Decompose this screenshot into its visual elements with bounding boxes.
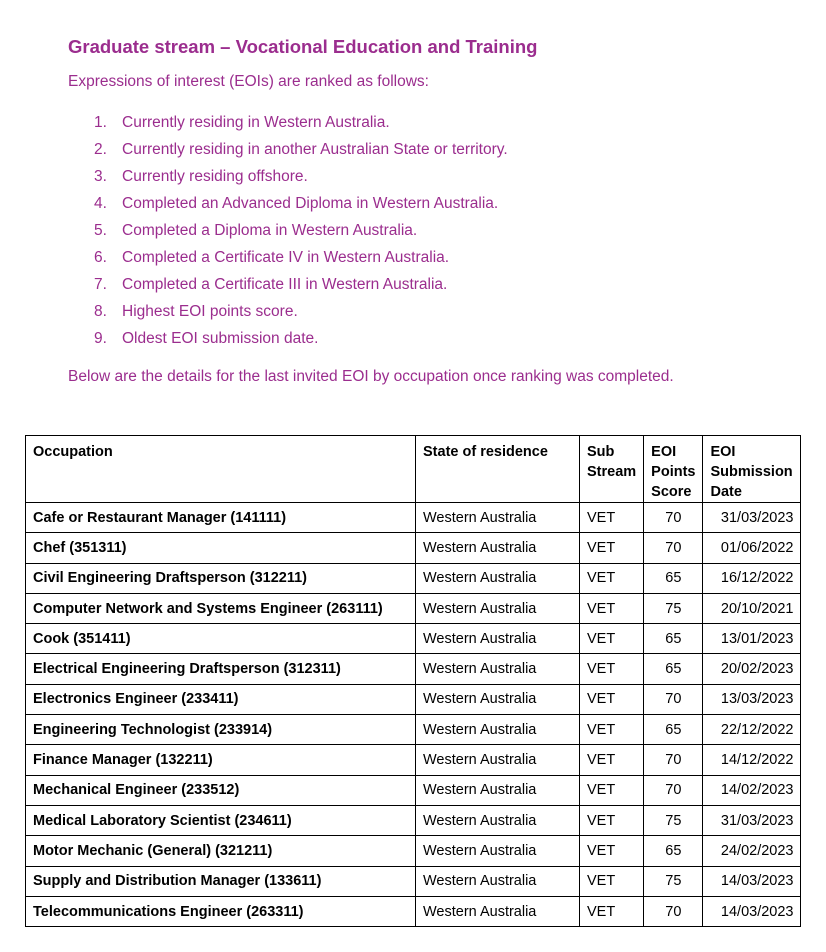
cell-date: 01/06/2022 bbox=[703, 533, 801, 563]
header-points: EOI Points Score bbox=[644, 436, 703, 503]
cell-occupation: Telecommunications Engineer (263311) bbox=[26, 896, 416, 926]
cell-date: 22/12/2022 bbox=[703, 715, 801, 745]
list-item-text: Completed a Certificate IV in Western Australia. bbox=[122, 249, 450, 266]
list-item-number: 6. bbox=[94, 249, 107, 266]
list-item-number: 4. bbox=[94, 195, 107, 212]
cell-occupation: Motor Mechanic (General) (321211) bbox=[26, 836, 416, 866]
intro-text: Expressions of interest (EOIs) are ranked as follows: bbox=[68, 73, 429, 90]
table-row bbox=[26, 593, 801, 623]
cell-points: 75 bbox=[644, 866, 703, 896]
list-item bbox=[94, 330, 508, 357]
cell-occupation: Finance Manager (132211) bbox=[26, 745, 416, 775]
cell-date: 13/01/2023 bbox=[703, 624, 801, 654]
below-text: Below are the details for the last invited EOI by occupation once ranking was completed. bbox=[68, 368, 674, 385]
cell-points: 70 bbox=[644, 533, 703, 563]
cell-date: 14/03/2023 bbox=[703, 896, 801, 926]
table-row bbox=[26, 533, 801, 563]
cell-sub-stream: VET bbox=[580, 745, 644, 775]
list-item bbox=[94, 249, 508, 276]
cell-occupation: Cook (351411) bbox=[26, 624, 416, 654]
cell-date: 13/03/2023 bbox=[703, 684, 801, 714]
cell-date: 20/02/2023 bbox=[703, 654, 801, 684]
table-row bbox=[26, 503, 801, 533]
list-item-text: Currently residing offshore. bbox=[122, 168, 308, 185]
cell-sub-stream: VET bbox=[580, 775, 644, 805]
cell-state: Western Australia bbox=[416, 624, 580, 654]
list-item-text: Highest EOI points score. bbox=[122, 303, 298, 320]
cell-state: Western Australia bbox=[416, 593, 580, 623]
list-item-number: 2. bbox=[94, 141, 107, 158]
list-item-number: 1. bbox=[94, 114, 107, 131]
cell-points: 75 bbox=[644, 593, 703, 623]
table-row bbox=[26, 684, 801, 714]
cell-sub-stream: VET bbox=[580, 805, 644, 835]
list-item bbox=[94, 276, 508, 303]
list-item-text: Completed a Diploma in Western Australia. bbox=[122, 222, 418, 239]
cell-state: Western Australia bbox=[416, 896, 580, 926]
ranking-criteria-list bbox=[94, 114, 508, 357]
list-item-number: 9. bbox=[94, 330, 107, 347]
header-occupation: Occupation bbox=[26, 436, 416, 503]
cell-date: 14/02/2023 bbox=[703, 775, 801, 805]
cell-occupation: Supply and Distribution Manager (133611) bbox=[26, 866, 416, 896]
table-row bbox=[26, 836, 801, 866]
cell-points: 70 bbox=[644, 775, 703, 805]
list-item bbox=[94, 114, 508, 141]
list-item bbox=[94, 168, 508, 195]
list-item-number: 7. bbox=[94, 276, 107, 293]
cell-date: 14/03/2023 bbox=[703, 866, 801, 896]
cell-state: Western Australia bbox=[416, 866, 580, 896]
table-row bbox=[26, 775, 801, 805]
table-header-row bbox=[26, 436, 801, 503]
cell-occupation: Medical Laboratory Scientist (234611) bbox=[26, 805, 416, 835]
list-item-number: 5. bbox=[94, 222, 107, 239]
list-item-text: Completed an Advanced Diploma in Western Australia. bbox=[122, 195, 499, 212]
list-item bbox=[94, 195, 508, 222]
page-heading: Graduate stream – Vocational Education and Training bbox=[68, 36, 538, 57]
cell-sub-stream: VET bbox=[580, 684, 644, 714]
cell-date: 16/12/2022 bbox=[703, 563, 801, 593]
list-item-text: Completed a Certificate III in Western Australia. bbox=[122, 276, 448, 293]
cell-date: 31/03/2023 bbox=[703, 805, 801, 835]
cell-state: Western Australia bbox=[416, 503, 580, 533]
cell-sub-stream: VET bbox=[580, 503, 644, 533]
cell-date: 20/10/2021 bbox=[703, 593, 801, 623]
header-state: State of residence bbox=[416, 436, 580, 503]
cell-occupation: Computer Network and Systems Engineer (263111) bbox=[26, 593, 416, 623]
cell-sub-stream: VET bbox=[580, 654, 644, 684]
cell-sub-stream: VET bbox=[580, 896, 644, 926]
cell-state: Western Australia bbox=[416, 745, 580, 775]
cell-date: 14/12/2022 bbox=[703, 745, 801, 775]
cell-sub-stream: VET bbox=[580, 593, 644, 623]
cell-sub-stream: VET bbox=[580, 533, 644, 563]
list-item-text: Currently residing in Western Australia. bbox=[122, 114, 390, 131]
cell-occupation: Chef (351311) bbox=[26, 533, 416, 563]
cell-occupation: Electrical Engineering Draftsperson (312311) bbox=[26, 654, 416, 684]
cell-points: 75 bbox=[644, 805, 703, 835]
cell-state: Western Australia bbox=[416, 805, 580, 835]
table-row bbox=[26, 805, 801, 835]
list-item-number: 8. bbox=[94, 303, 107, 320]
eoi-table bbox=[25, 435, 801, 927]
table-row bbox=[26, 624, 801, 654]
cell-sub-stream: VET bbox=[580, 715, 644, 745]
cell-sub-stream: VET bbox=[580, 624, 644, 654]
table-row bbox=[26, 715, 801, 745]
list-item bbox=[94, 222, 508, 249]
cell-points: 70 bbox=[644, 745, 703, 775]
cell-state: Western Australia bbox=[416, 775, 580, 805]
list-item-number: 3. bbox=[94, 168, 107, 185]
list-item bbox=[94, 141, 508, 168]
cell-occupation: Electronics Engineer (233411) bbox=[26, 684, 416, 714]
cell-state: Western Australia bbox=[416, 654, 580, 684]
list-item-text: Oldest EOI submission date. bbox=[122, 330, 319, 347]
header-sub-stream: Sub Stream bbox=[580, 436, 644, 503]
cell-points: 65 bbox=[644, 654, 703, 684]
cell-date: 31/03/2023 bbox=[703, 503, 801, 533]
cell-points: 70 bbox=[644, 896, 703, 926]
list-item bbox=[94, 303, 508, 330]
cell-date: 24/02/2023 bbox=[703, 836, 801, 866]
table-row bbox=[26, 745, 801, 775]
cell-occupation: Civil Engineering Draftsperson (312211) bbox=[26, 563, 416, 593]
cell-state: Western Australia bbox=[416, 715, 580, 745]
list-item-text: Currently residing in another Australian State or territory. bbox=[122, 141, 508, 158]
header-date: EOI Submission Date bbox=[703, 436, 801, 503]
table-row bbox=[26, 866, 801, 896]
table-row bbox=[26, 563, 801, 593]
table-row bbox=[26, 896, 801, 926]
cell-points: 65 bbox=[644, 624, 703, 654]
cell-state: Western Australia bbox=[416, 563, 580, 593]
table-row bbox=[26, 654, 801, 684]
cell-occupation: Cafe or Restaurant Manager (141111) bbox=[26, 503, 416, 533]
cell-points: 65 bbox=[644, 715, 703, 745]
cell-points: 70 bbox=[644, 684, 703, 714]
cell-sub-stream: VET bbox=[580, 866, 644, 896]
cell-state: Western Australia bbox=[416, 836, 580, 866]
cell-occupation: Mechanical Engineer (233512) bbox=[26, 775, 416, 805]
cell-points: 70 bbox=[644, 503, 703, 533]
cell-points: 65 bbox=[644, 836, 703, 866]
cell-occupation: Engineering Technologist (233914) bbox=[26, 715, 416, 745]
cell-points: 65 bbox=[644, 563, 703, 593]
cell-state: Western Australia bbox=[416, 533, 580, 563]
cell-sub-stream: VET bbox=[580, 563, 644, 593]
cell-sub-stream: VET bbox=[580, 836, 644, 866]
cell-state: Western Australia bbox=[416, 684, 580, 714]
